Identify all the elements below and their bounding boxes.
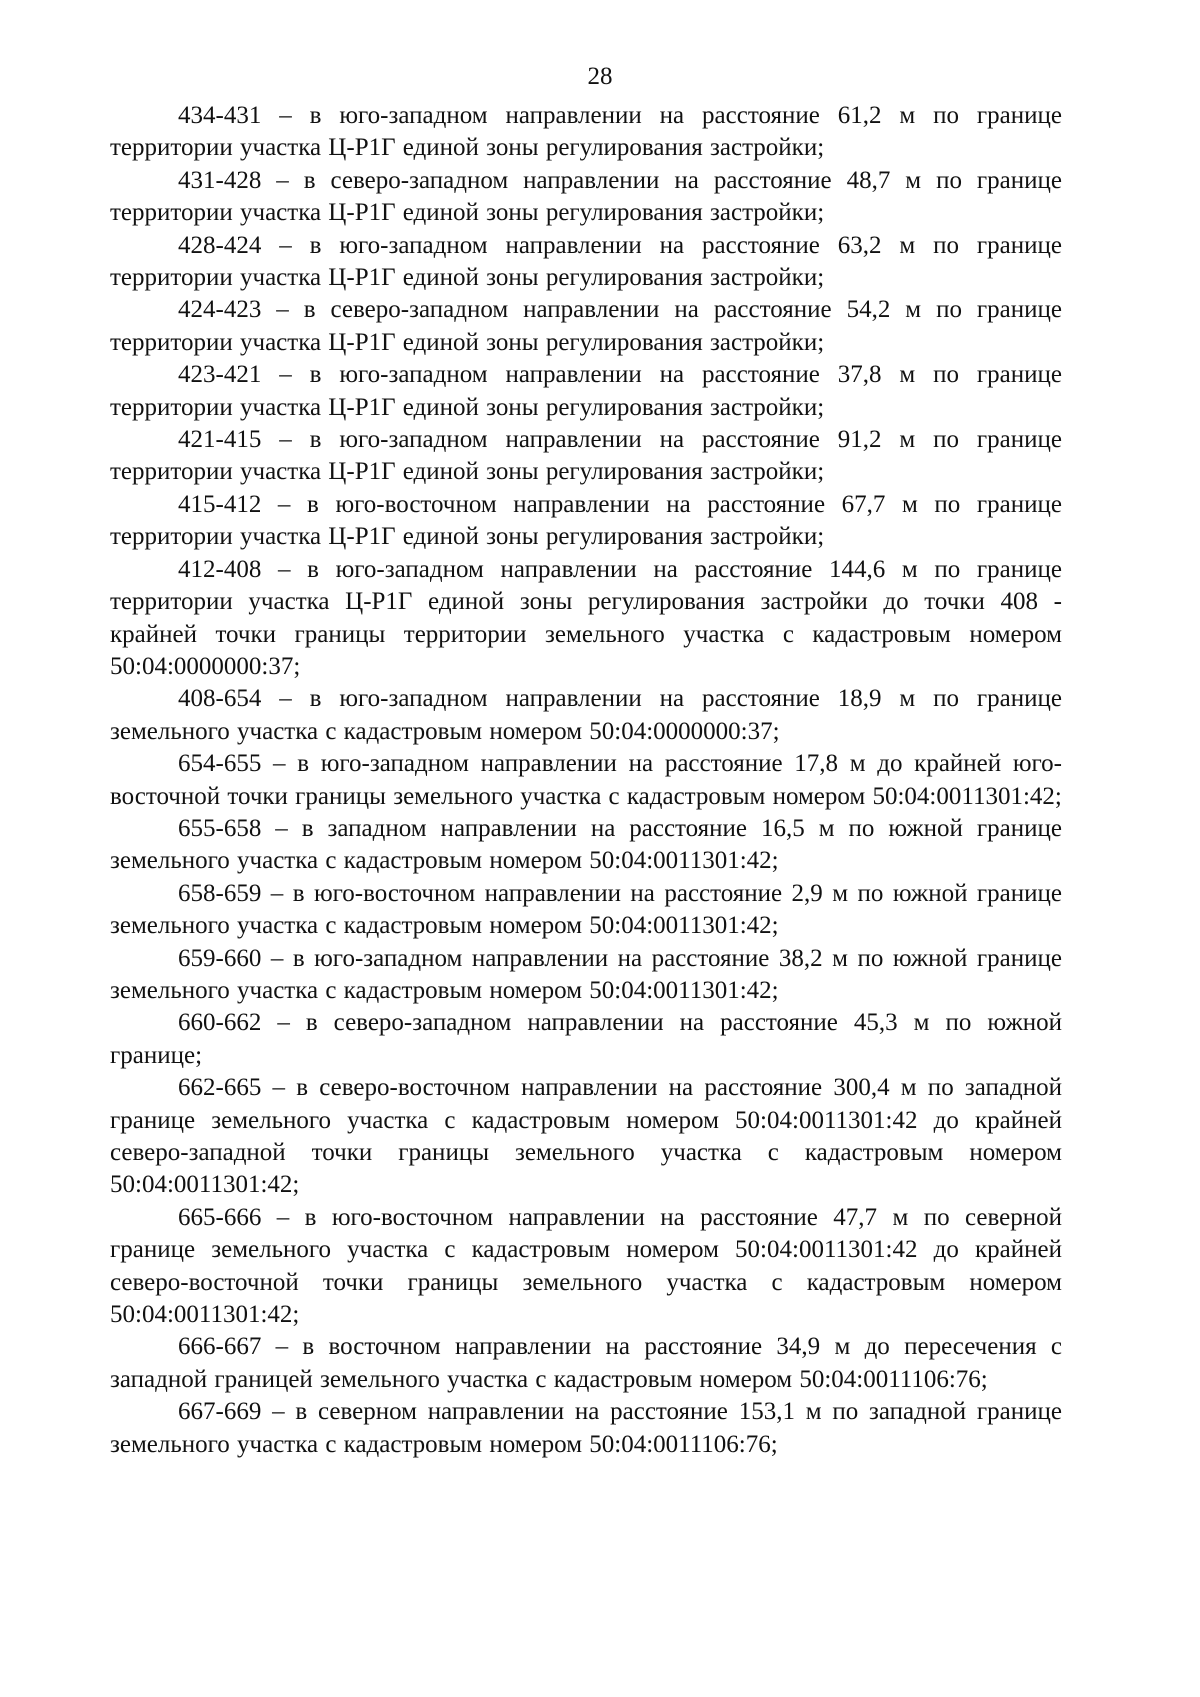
boundary-segment-paragraph: 423-421 – в юго-западном направлении на расстояние 37,8 м по границе территории участка Ц-Р1Г единой зоны регулирования застройки; — [110, 361, 1062, 421]
boundary-segment-paragraph: 655-658 – в западном направлении на расстояние 16,5 м по южной границе земельного участка с кадастровым номером 50:04:0011301:42; — [110, 814, 1062, 875]
boundary-segment-paragraph: 431-428 – в северо-западном направлении на расстояние 48,7 м по границе территории участка Ц-Р1Г единой зоны регулирования застройки; — [110, 166, 1062, 227]
boundary-segment-paragraph: 428-424 – в юго-западном направлении на расстояние 63,2 м по границе территории участка Ц-Р1Г единой зоны регулирования застройки; — [110, 231, 1062, 292]
boundary-segment-paragraph: 666-667 – в восточном направлении на расстояние 34,9 м до пересечения с западной границей земельного участка с кадастровым номером 50:04:0011106:76; — [110, 1333, 1062, 1393]
boundary-segment-paragraph: 654-655 – в юго-западном направлении на расстояние 17,8 м до крайней юго-восточной точки границы земельного участка с кадастровым номером 50:04:0011301:42; — [110, 750, 1062, 810]
document-body — [110, 100, 1062, 1461]
boundary-segment-paragraph: 659-660 – в юго-западном направлении на расстояние 38,2 м по южной границе земельного участка с кадастровым номером 50:04:0011301:42; — [110, 944, 1062, 1004]
boundary-segment-paragraph: 408-654 – в юго-западном направлении на расстояние 18,9 м по границе земельного участка с кадастровым номером 50:04:0000000:37; — [110, 685, 1062, 745]
boundary-segment-paragraph: 424-423 – в северо-западном направлении на расстояние 54,2 м по границе территории участка Ц-Р1Г единой зоны регулирования застройки; — [110, 296, 1062, 356]
boundary-segment-paragraph: 658-659 – в юго-восточном направлении на расстояние 2,9 м по южной границе земельного участка с кадастровым номером 50:04:0011301:42; — [110, 879, 1062, 940]
boundary-segment-paragraph: 660-662 – в северо-западном направлении на расстояние 45,3 м по южной границе; — [110, 1009, 1062, 1069]
boundary-segment-paragraph: 434-431 – в юго-западном направлении на расстояние 61,2 м по границе территории участка Ц-Р1Г единой зоны регулирования застройки; — [110, 102, 1062, 162]
page-number: 28 — [587, 63, 613, 90]
boundary-segment-paragraph: 662-665 – в северо-восточном направлении на расстояние 300,4 м по западной границе земельного участка с кадастровым номером 50:04:0011301:42 до крайней северо-западной точки границы земельного участка с кадастровым номером 50:04:0011301:42; — [110, 1074, 1062, 1199]
boundary-segment-paragraph: 415-412 – в юго-восточном направлении на расстояние 67,7 м по границе территории участка Ц-Р1Г единой зоны регулирования застройки; — [110, 490, 1062, 551]
boundary-segment-paragraph: 412-408 – в юго-западном направлении на расстояние 144,6 м по границе территории участка Ц-Р1Г единой зоны регулирования застройки до точки 408 - крайней точки границы территории земельного участка с кадастровым номером 50:04:0000000:37; — [110, 555, 1062, 680]
boundary-segment-paragraph: 421-415 – в юго-западном направлении на расстояние 91,2 м по границе территории участка Ц-Р1Г единой зоны регулирования застройки; — [110, 426, 1062, 486]
boundary-segment-paragraph: 667-669 – в северном направлении на расстояние 153,1 м по западной границе земельного участка с кадастровым номером 50:04:0011106:76; — [110, 1398, 1062, 1458]
boundary-segment-paragraph: 665-666 – в юго-восточном направлении на расстояние 47,7 м по северной границе земельного участка с кадастровым номером 50:04:0011301:42 до крайней северо-восточной точки границы земельного участка с кадастровым номером 50:04:0011301:42; — [110, 1203, 1062, 1329]
